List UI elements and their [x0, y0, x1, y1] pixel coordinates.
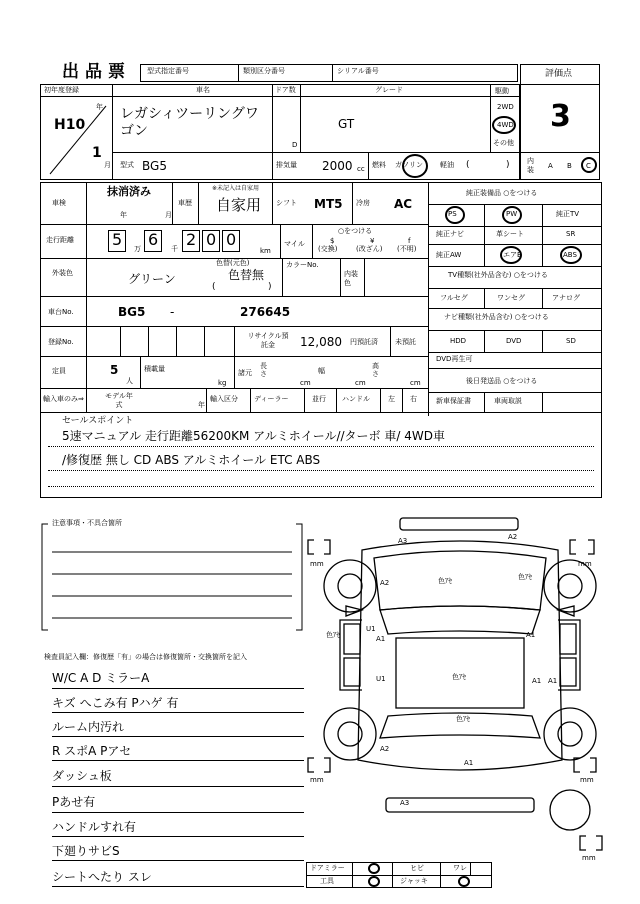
chassis-number: 276645 — [240, 305, 291, 319]
first-reg-year: H10 — [54, 117, 86, 133]
inspector-line-7: ハンドルすれ有 — [52, 820, 137, 834]
mark-left-rear-door: U1 — [376, 675, 386, 683]
tool-circle — [368, 876, 380, 887]
drive-4wd-circle — [492, 116, 516, 134]
fuel-gasoline: ガソリン — [395, 161, 423, 169]
serial-no-label: シリアル番号 — [337, 67, 379, 75]
inspector-line-9: シートへたり スレ — [52, 870, 152, 884]
import-label: 輸入車のみ⇒ — [43, 395, 84, 403]
svg-text:mm: mm — [580, 776, 594, 784]
model-value: BG5 — [142, 159, 167, 173]
capacity-value: 5 — [110, 363, 119, 377]
rating-label: 評価点 — [545, 69, 573, 79]
pw-circle — [502, 206, 522, 224]
ps-circle — [445, 206, 465, 224]
genuine-title: 純正装備品 ○をつける — [466, 189, 538, 197]
color-value: グリーン — [128, 272, 176, 286]
inspector-line-6: Pあせ有 — [52, 795, 96, 809]
chassis-label: 車台No. — [48, 308, 74, 316]
mark-right-fender: 色ｱｾ — [518, 573, 532, 581]
mark-left-front-door-a: A1 — [376, 635, 386, 643]
interior-c-circle — [581, 157, 597, 173]
color-label: 外装色 — [52, 269, 73, 277]
abs-circle — [560, 246, 582, 264]
car-name-label: 車名 — [196, 86, 210, 94]
mark-hood: 色ｱｾ — [438, 577, 452, 585]
notes-label: 注意事項・不具合箇所 — [52, 519, 122, 527]
ac-value: AC — [394, 197, 413, 211]
fuel-gasoline-circle — [402, 154, 428, 178]
rating-value: 3 — [550, 99, 571, 134]
model-label: 型式 — [120, 161, 134, 169]
doors-value: D — [292, 141, 298, 149]
mark-left-quarter: A2 — [380, 745, 390, 753]
svg-text:mm: mm — [310, 560, 324, 568]
mark-right-front-door: A1 — [526, 631, 536, 639]
shift-value: MT5 — [314, 197, 343, 211]
mark-front-right: A2 — [508, 533, 518, 541]
first-reg-label: 初年度登録 — [44, 86, 79, 94]
mileage-digit-1: 5 — [112, 230, 123, 249]
page-title: 出品票 — [62, 62, 131, 82]
interior-label: 内装 — [527, 157, 534, 174]
header-number-strip — [140, 64, 518, 82]
first-reg-month: 1 — [92, 145, 102, 161]
car-name-value: レガシィツーリングワゴン — [120, 106, 259, 139]
inspector-label: 検査員記入欄：修復歴「有」の場合は修復箇所・交換箇所を記入 — [44, 653, 247, 661]
mark-rear-gate: A1 — [464, 759, 474, 767]
mark-left-mirror: 色ｱｾ — [326, 631, 340, 639]
first-reg-slash — [40, 96, 112, 180]
door-mirror-circle — [368, 863, 380, 874]
mark-right-rear-door-a: A1 — [532, 677, 542, 685]
fuel-label: 燃料 — [372, 161, 386, 169]
inspection-value: 抹消済み — [107, 185, 151, 198]
svg-text:mm: mm — [578, 560, 592, 568]
airbag-circle — [500, 246, 522, 264]
svg-text:mm: mm — [582, 854, 596, 860]
capacity-label: 定員 — [52, 367, 66, 375]
sales-points-line-2: /修復歴 無し CD ABS アルミホイール ETC ABS — [62, 453, 321, 467]
mark-left-fender: A2 — [380, 579, 390, 587]
shift-label: シフト — [276, 199, 297, 207]
inspection-label: 車検 — [52, 199, 66, 207]
mark-roof: 色ｱｾ — [452, 673, 466, 681]
displacement-value: 2000 — [322, 159, 353, 173]
usage-label: 車歴 — [178, 199, 192, 207]
svg-text:mm: mm — [310, 776, 324, 784]
mark-left-front-door-u: U1 — [366, 625, 376, 633]
mark-right-rear-door-b: A1 — [548, 677, 558, 685]
model-cert-no-label: 型式指定番号 — [147, 67, 189, 75]
car-damage-diagram — [300, 510, 620, 860]
mileage-digit-2: 6 — [148, 230, 159, 249]
recycle-value: 12,080 — [300, 335, 342, 349]
inspector-line-1: W/C A D ミラーA — [52, 671, 150, 685]
registration-label: 登録No. — [48, 338, 74, 346]
grade-label: グレード — [375, 86, 403, 94]
chassis-prefix: BG5 — [118, 305, 146, 319]
tv-type-title: TV種類(社外品含む) ○をつける — [448, 271, 548, 279]
inspector-line-3: ルーム内汚れ — [52, 720, 125, 734]
inspector-line-8: 下廻りサビS — [52, 844, 120, 858]
mileage-digit-3: 2 — [186, 230, 197, 249]
drive-4wd: 4WD — [497, 121, 514, 129]
color-change-value: 色替無 — [228, 268, 265, 282]
drive-label: 駆動 — [495, 87, 509, 95]
usage-value: 自家用 — [216, 196, 262, 214]
mark-rear-glass: 色ｱｾ — [456, 715, 470, 723]
inspector-line-2: キズ へこみ有 Pハゲ 有 — [52, 696, 179, 710]
mileage-label: 走行距離 — [46, 236, 74, 244]
displacement-label: 排気量 — [276, 161, 297, 169]
dvd-label: DVD再生可 — [436, 355, 473, 363]
nav-type-title: ナビ種類(社外品含む) ○をつける — [444, 313, 549, 321]
category-no-label: 類別区分番号 — [243, 67, 285, 75]
aftermarket-title: 後日発送品 ○をつける — [466, 377, 538, 385]
inspector-line-4: R スポA Pアセ — [52, 744, 132, 758]
notes-bracket — [40, 518, 310, 634]
jack-circle — [458, 876, 470, 887]
mark-front-bumper: A3 — [398, 537, 408, 545]
grade-value: GT — [338, 117, 355, 131]
doors-label: ドア数 — [275, 86, 296, 94]
inspector-line-5: ダッシュ板 — [52, 769, 112, 783]
ac-label: 冷房 — [356, 199, 370, 207]
sales-points-line-1: 5速マニュアル 走行距離56200KM アルミホイール//ターボ 車/ 4WD車 — [62, 429, 445, 443]
mark-rear-bumper: A3 — [400, 799, 410, 807]
mileage-digit-5: 0 — [226, 230, 237, 249]
mileage-digit-4: 0 — [206, 230, 217, 249]
interior-c: C — [586, 162, 591, 170]
sales-points-label: セールスポイント — [62, 416, 134, 426]
